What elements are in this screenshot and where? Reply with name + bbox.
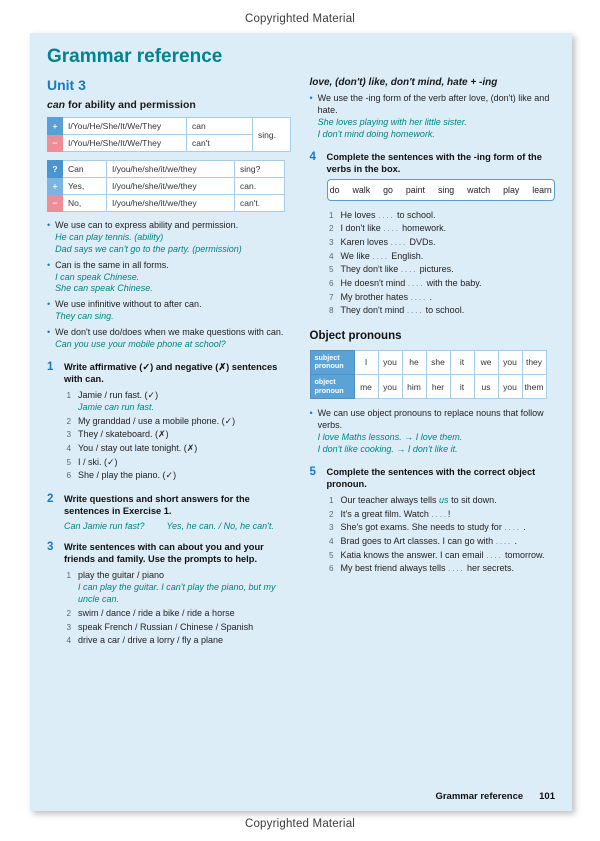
pronoun-cell: you — [498, 350, 522, 374]
rule-text: Can is the same in all forms. — [55, 259, 169, 270]
rule-text: We can use object pronouns to replace nouns that follow verbs. — [317, 408, 544, 431]
exercise-3 — [47, 541, 293, 648]
item-number: 6 — [328, 564, 334, 574]
left-column — [47, 77, 293, 648]
exercise-item — [64, 607, 293, 619]
sentence-with-blank — [341, 521, 556, 533]
sentence-pre: Our teacher always tells — [340, 495, 440, 505]
example-sentence: She can speak Chinese. — [55, 283, 153, 294]
exercise-instruction: Complete the sentences with the -ing form of the verbs in the box. — [326, 151, 542, 174]
pronoun-cell: her — [426, 375, 450, 399]
sentence-post: with the baby. — [424, 277, 482, 288]
box-word: paint — [405, 184, 425, 195]
verb-cell: can. — [235, 178, 285, 195]
can-section-heading-rest: for ability and permission — [65, 99, 196, 111]
item-number: 1 — [328, 496, 334, 505]
pronoun-cell: you — [498, 375, 522, 399]
answer-blank: .... — [383, 223, 400, 234]
exercise-4 — [310, 151, 556, 318]
box-word: go — [383, 184, 393, 195]
verb-word-box — [327, 179, 556, 201]
example-sentence: She loves playing with her little sister. — [317, 116, 467, 127]
exercise-item — [327, 562, 556, 574]
sentence-pre: Brad goes to Art classes. I can go with — [340, 535, 496, 546]
plus-sign-cell: + — [48, 178, 63, 195]
sentence-post: to school. — [423, 305, 465, 316]
box-word: do — [329, 184, 340, 195]
exercise-item — [327, 304, 556, 316]
object-pronoun-header: object pronoun — [310, 375, 354, 399]
sentence-pre: They don't like — [340, 264, 401, 275]
sentence-pre: He loves — [340, 209, 379, 220]
sentence-post: . — [426, 291, 432, 302]
sentence-pre: My best friend always tells — [340, 563, 449, 574]
right-column — [310, 77, 556, 648]
exercise-item — [327, 222, 556, 234]
item-number: 3 — [66, 622, 71, 632]
item-number: 8 — [328, 306, 334, 316]
exercise-item — [327, 494, 556, 506]
answer-blank: .... — [406, 305, 424, 316]
item-number: 2 — [328, 509, 334, 519]
item-number: 5 — [66, 457, 71, 467]
sentence-post: homework. — [399, 223, 447, 234]
exercise-body — [327, 466, 556, 576]
answer-blank: .... — [390, 236, 407, 247]
verb-cell: sing? — [235, 161, 285, 178]
exercise-item — [327, 277, 556, 289]
exercise-item — [327, 209, 556, 221]
copyright-notice-bottom: Copyrighted Material — [244, 818, 356, 830]
item-body — [78, 569, 293, 605]
box-word: play — [503, 184, 520, 195]
exercise-instruction: Write questions and short answers for the sentences in Exercise 1. — [64, 493, 250, 516]
pronoun-table — [310, 350, 547, 400]
table-row — [310, 375, 546, 399]
sentence-pre: Karen loves — [340, 236, 391, 247]
page-title: Grammar reference — [47, 46, 223, 67]
model-answer: Jamie can run fast. — [78, 402, 155, 413]
prompt-text: swim / dance / ride a bike / ride a horse — [78, 608, 235, 619]
question-sign-cell: ? — [48, 161, 63, 178]
sentence-with-blank — [341, 222, 556, 234]
bullet-body — [55, 327, 283, 351]
example-sentence: I love Maths lessons. → I love them. — [317, 432, 463, 443]
prompt-text: drive a car / drive a lorry / fly a plane — [78, 635, 224, 646]
sentence-pre: He doesn't mind — [340, 277, 408, 288]
grammar-rule-bullet — [47, 220, 293, 256]
page-number: 101 — [539, 791, 555, 802]
subject-cell: I/You/He/She/It/We/They — [63, 135, 187, 152]
exercise-instruction: Write affirmative (✓) and negative (✗) sentences with can. — [64, 361, 278, 384]
answer-blank: .... — [495, 535, 512, 546]
item-body — [78, 389, 293, 413]
exercise-item — [327, 508, 556, 520]
bullet-icon: • — [47, 259, 51, 270]
rule-text: We use can to express ability and permission. — [55, 220, 239, 230]
model-answer: us — [439, 495, 449, 505]
bullet-body — [318, 93, 555, 141]
exercise-item — [327, 549, 556, 561]
copyright-notice-top: Copyrighted Material — [244, 13, 356, 25]
answer-blank: .... — [372, 250, 389, 261]
sentence-post: DVDs. — [406, 236, 436, 247]
sentence-pre: My brother hates — [340, 291, 411, 302]
sentence-pre: She's got exams. She needs to study for — [340, 522, 505, 533]
verb-cell: can — [187, 118, 253, 135]
example-sentence: Dad says we can't go to the party. (permission) — [55, 243, 242, 254]
pronoun-cell: it — [450, 350, 474, 374]
pronoun-cell: I — [354, 350, 378, 374]
sentence-pre: We like — [340, 250, 373, 261]
item-number: 6 — [66, 471, 71, 481]
answer-blank: .... — [400, 264, 418, 275]
sentence-with-blank — [341, 250, 556, 262]
subject-cell: I/you/he/she/it/we/they — [107, 195, 235, 212]
sentence-post: her secrets. — [464, 563, 514, 574]
example-sentence: He can play tennis. (ability) — [55, 231, 164, 242]
bullet-icon: • — [47, 299, 51, 310]
unit-heading: Unit 3 — [47, 77, 86, 93]
pronoun-cell: she — [426, 350, 450, 374]
exercise-item — [327, 291, 556, 303]
pronoun-cell: you — [378, 350, 402, 374]
item-number: 5 — [328, 265, 334, 275]
complement-cell: sing. — [253, 118, 291, 152]
grammar-rule-bullet — [310, 93, 556, 141]
item-number: 3 — [66, 430, 71, 440]
table-row — [310, 350, 546, 374]
item-number: 4 — [66, 636, 71, 646]
two-column-layout — [47, 77, 555, 648]
item-number: 4 — [328, 536, 334, 546]
pronoun-cell: he — [402, 350, 426, 374]
item-number: 2 — [328, 224, 334, 234]
example-sentence: I don't like cooking. → I don't like it. — [317, 443, 458, 454]
item-number: 7 — [328, 292, 334, 302]
table-row — [48, 161, 285, 178]
exercise-item — [64, 415, 293, 427]
table-row — [48, 118, 291, 135]
prompt-text: She / play the piano. (✓) — [78, 470, 177, 481]
sentence-with-blank — [341, 263, 556, 275]
bullet-body — [55, 260, 169, 296]
pronoun-cell: us — [474, 375, 498, 399]
exercise-item — [64, 634, 293, 646]
sentence-with-blank — [341, 304, 556, 316]
example-sentence: Can you use your mobile phone at school? — [55, 338, 226, 349]
exercise-number: 4 — [309, 150, 316, 163]
sentence-with-blank — [341, 291, 556, 303]
grammar-reference-page — [30, 33, 572, 811]
subject-cell: I/You/He/She/It/We/They — [63, 118, 187, 135]
item-number: 3 — [328, 237, 334, 247]
can-statement-table — [47, 117, 291, 152]
exercise-1 — [47, 361, 293, 483]
exercise-item — [64, 469, 293, 481]
exercise-body — [64, 541, 293, 648]
exercise-instruction: Complete the sentences with the correct object pronoun. — [326, 466, 536, 489]
model-answer-line — [64, 521, 293, 531]
question-word-cell: Can — [63, 161, 107, 178]
exercise-item — [64, 389, 293, 413]
item-number: 3 — [328, 523, 334, 533]
pronoun-cell: they — [522, 350, 546, 374]
exercise-item — [327, 236, 556, 248]
answer-blank: .... — [448, 563, 465, 574]
item-number: 1 — [328, 210, 334, 220]
footer-section-label: Grammar reference — [435, 791, 524, 802]
box-word: learn — [532, 184, 552, 195]
exercise-instruction: Write sentences with can about you and your friends and family. Use the prompts to help. — [64, 542, 264, 565]
answer-blank: .... — [407, 277, 425, 288]
plus-sign-cell: + — [48, 118, 63, 135]
item-number: 6 — [328, 278, 334, 288]
item-number: 5 — [328, 550, 334, 560]
prompt-text: My granddad / use a mobile phone. (✓) — [78, 415, 236, 426]
model-answer: Yes, he can. / No, he can't. — [166, 521, 274, 532]
sentence-pre: They don't mind — [340, 305, 407, 316]
table-row — [48, 195, 285, 212]
box-word: watch — [467, 184, 491, 195]
item-number: 4 — [66, 443, 71, 453]
sentence-post: . — [512, 535, 518, 546]
example-sentence: They can sing. — [55, 311, 114, 322]
sentence-with-blank — [341, 535, 556, 547]
sentence-with-answer — [341, 494, 556, 506]
exercise-5 — [310, 466, 556, 576]
exercise-body — [327, 151, 556, 318]
answer-blank: .... — [504, 522, 521, 533]
exercise-number: 3 — [47, 541, 54, 554]
bullet-icon: • — [309, 408, 313, 419]
bullet-body — [318, 408, 555, 456]
object-pronouns-heading: Object pronouns — [309, 329, 402, 342]
item-number: 1 — [66, 390, 71, 400]
example-sentence: I don't mind doing homework. — [317, 128, 435, 139]
sentence-post: pictures. — [417, 264, 454, 275]
model-answer: I can play the guitar. I can't play the piano, but my uncle can. — [78, 582, 276, 605]
pronoun-cell: him — [402, 375, 426, 399]
pronoun-cell: them — [522, 375, 546, 399]
sentence-post: to school. — [394, 209, 436, 220]
exercise-item — [64, 428, 293, 440]
exercise-number: 2 — [47, 492, 54, 505]
prompt-text: play the guitar / piano — [78, 570, 165, 581]
exercise-body — [64, 493, 293, 531]
rule-text: We use the -ing form of the verb after love, (don't) like and hate. — [317, 93, 550, 115]
answer-blank: .... — [378, 209, 395, 220]
sentence-post: tomorrow. — [502, 549, 545, 560]
page-footer — [435, 791, 555, 802]
bullet-body — [55, 299, 201, 323]
grammar-rule-bullet — [310, 408, 556, 456]
sentence-with-blank — [341, 562, 556, 574]
sentence-post: English. — [388, 250, 424, 261]
pronoun-cell: you — [378, 375, 402, 399]
subject-cell: I/you/he/she/it/we/they — [107, 178, 235, 195]
prompt-text: speak French / Russian / Chinese / Spanish — [78, 621, 254, 632]
bullet-icon: • — [309, 93, 313, 103]
can-question-table — [47, 160, 285, 212]
exercise-body — [64, 361, 293, 483]
prompt-text: You / stay out late tonight. (✗) — [78, 442, 198, 453]
answer-blank: .... — [410, 291, 427, 302]
sentence-with-blank — [341, 236, 556, 248]
grammar-rule-bullet — [47, 327, 293, 351]
verb-cell: can't — [187, 135, 253, 152]
exercise-2 — [47, 493, 293, 531]
sentence-pre: It's a great film. Watch — [340, 508, 432, 519]
exercise-number: 1 — [47, 360, 54, 373]
subject-cell: I/you/he/she/it/we/they — [107, 161, 235, 178]
item-number: 1 — [66, 571, 71, 581]
exercise-item — [64, 569, 293, 605]
answer-word-cell: Yes, — [63, 178, 107, 195]
sentence-post: . — [520, 522, 526, 533]
exercise-item — [327, 521, 556, 533]
subject-pronoun-header: subject pronoun — [310, 350, 354, 374]
pronoun-cell: it — [450, 375, 474, 399]
bullet-icon: • — [47, 327, 51, 337]
rule-text: We use infinitive without to after can. — [55, 299, 202, 310]
exercise-item — [327, 263, 556, 275]
minus-sign-cell: − — [48, 135, 63, 152]
minus-sign-cell: − — [48, 195, 63, 212]
sentence-post: to sit down. — [448, 495, 497, 505]
answer-blank: .... — [431, 508, 448, 519]
prompt-text: I / ski. (✓) — [78, 456, 118, 467]
grammar-rule-bullet — [47, 299, 293, 323]
item-number: 4 — [328, 251, 334, 261]
grammar-rule-bullet — [47, 260, 293, 296]
sentence-with-blank — [341, 277, 556, 289]
sentence-pre: I don't like — [340, 223, 384, 234]
sentence-post: ! — [447, 508, 451, 519]
exercise-item — [327, 535, 556, 547]
pronoun-cell: me — [354, 375, 378, 399]
sentence-with-blank — [341, 209, 556, 221]
table-row — [48, 178, 285, 195]
model-question: Can Jamie run fast? — [64, 521, 145, 532]
exercise-item — [64, 442, 293, 454]
example-sentence: I can speak Chinese. — [55, 271, 140, 282]
can-section-heading — [47, 99, 293, 111]
sentence-with-blank — [341, 549, 556, 561]
bullet-icon: • — [47, 220, 51, 230]
answer-word-cell: No, — [63, 195, 107, 212]
prompt-text: They / skateboard. (✗) — [78, 429, 169, 440]
verb-cell: can't. — [235, 195, 285, 212]
exercise-item — [64, 621, 293, 633]
item-number: 2 — [66, 416, 71, 426]
item-number: 2 — [66, 609, 71, 619]
ing-section-heading: love, (don't) like, don't mind, hate + -ing — [309, 77, 498, 88]
sentence-pre: Katia knows the answer. I can email — [340, 549, 487, 560]
box-word: sing — [437, 184, 455, 195]
box-word: walk — [352, 184, 371, 195]
prompt-text: Jamie / run fast. (✓) — [78, 389, 159, 400]
pronoun-cell: we — [474, 350, 498, 374]
can-section-heading-italic: can — [47, 99, 66, 111]
sentence-with-blank — [341, 508, 556, 520]
bullet-body — [55, 220, 242, 256]
exercise-item — [327, 250, 556, 262]
exercise-number: 5 — [309, 465, 316, 478]
rule-text: We don't use do/does when we make questions with can. — [55, 327, 284, 337]
exercise-item — [64, 456, 293, 468]
answer-blank: .... — [486, 549, 503, 560]
